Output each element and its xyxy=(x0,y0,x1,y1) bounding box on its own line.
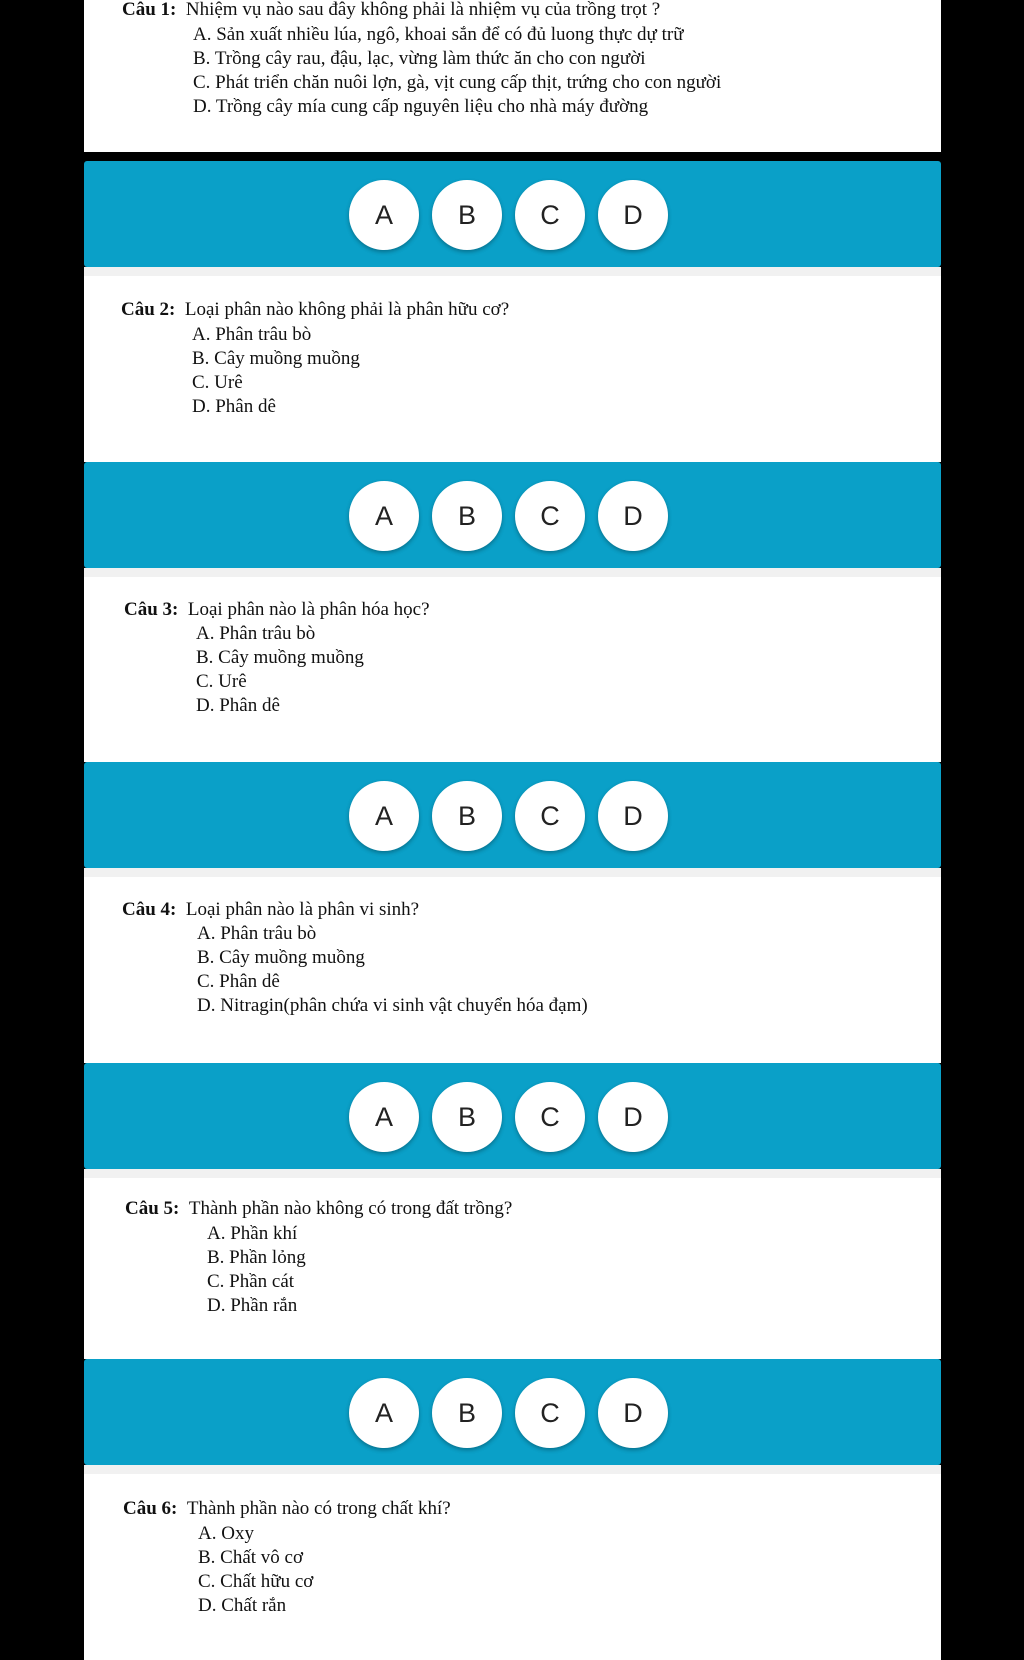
question-2-label: Câu 2: xyxy=(121,299,176,320)
question-card-6 xyxy=(84,1474,941,1660)
question-3-label: Câu 3: xyxy=(124,599,179,620)
divider xyxy=(84,1169,941,1178)
question-5-text: Thành phần nào không có trong đất trồng? xyxy=(188,1198,513,1219)
answer-d-button[interactable]: D xyxy=(598,781,668,851)
answer-c-button[interactable]: C xyxy=(515,781,585,851)
answer-b-button[interactable]: B xyxy=(432,781,502,851)
question-3-option-c: C. Urê xyxy=(196,671,247,692)
question-5-title xyxy=(125,1196,512,1221)
answer-bar-1 xyxy=(84,161,941,267)
question-3-text: Loại phân nào là phân hóa học? xyxy=(187,599,430,620)
quiz-page xyxy=(84,0,941,1660)
answer-b-button[interactable]: B xyxy=(432,1378,502,1448)
question-2-text: Loại phân nào không phải là phân hữu cơ? xyxy=(184,299,510,320)
question-1-option-d: D. Trồng cây mía cung cấp nguyên liệu cho nhà máy đường xyxy=(193,96,649,117)
answer-d-button[interactable]: D xyxy=(598,180,668,250)
question-1-option-c: C. Phát triển chăn nuôi lợn, gà, vịt cung cấp thịt, trứng cho con người xyxy=(193,72,722,93)
answer-bar-4 xyxy=(84,1063,941,1169)
question-2-option-d: D. Phân dê xyxy=(192,396,276,417)
question-1-option-a: A. Sản xuất nhiều lúa, ngô, khoai sắn để có đủ luong thực dự trữ xyxy=(193,24,684,45)
answer-bar-5 xyxy=(84,1359,941,1465)
question-card-4 xyxy=(84,877,941,1063)
question-4-option-d: D. Nitragin(phân chứa vi sinh vật chuyển hóa đạm) xyxy=(197,995,588,1016)
answer-a-button[interactable]: A xyxy=(349,781,419,851)
divider xyxy=(84,568,941,577)
answer-d-button[interactable]: D xyxy=(598,1082,668,1152)
divider xyxy=(84,868,941,877)
question-5-option-a: A. Phần khí xyxy=(207,1223,298,1244)
answer-b-button[interactable]: B xyxy=(432,481,502,551)
answer-c-button[interactable]: C xyxy=(515,1082,585,1152)
question-3-option-b: B. Cây muồng muồng xyxy=(196,647,364,668)
answer-a-button[interactable]: A xyxy=(349,481,419,551)
question-1-option-b: B. Trồng cây rau, đậu, lạc, vừng làm thức ăn cho con người xyxy=(193,48,646,69)
question-4-title xyxy=(122,897,419,922)
question-2-option-c: C. Urê xyxy=(192,372,243,393)
question-6-option-a: A. Oxy xyxy=(198,1523,254,1544)
answer-b-button[interactable]: B xyxy=(432,1082,502,1152)
answer-c-button[interactable]: C xyxy=(515,1378,585,1448)
question-card-1 xyxy=(84,0,941,152)
answer-d-button[interactable]: D xyxy=(598,481,668,551)
question-6-text: Thành phần nào có trong chất khí? xyxy=(186,1498,451,1519)
question-6-option-d: D. Chất rắn xyxy=(198,1595,287,1616)
question-4-option-b: B. Cây muồng muồng xyxy=(197,947,365,968)
question-5-option-b: B. Phần lỏng xyxy=(207,1247,306,1268)
question-6-title xyxy=(123,1496,451,1521)
question-card-5 xyxy=(84,1178,941,1359)
question-5-option-c: C. Phần cát xyxy=(207,1271,295,1292)
answer-b-button[interactable]: B xyxy=(432,180,502,250)
question-2-option-b: B. Cây muồng muồng xyxy=(192,348,360,369)
question-3-title xyxy=(124,597,430,622)
answer-bar-3 xyxy=(84,762,941,868)
question-4-text: Loại phân nào là phân vi sinh? xyxy=(185,899,420,920)
question-3-option-a: A. Phân trâu bò xyxy=(196,623,316,644)
divider xyxy=(84,1465,941,1474)
question-5-option-d: D. Phần rắn xyxy=(207,1295,298,1316)
question-2-option-a: A. Phân trâu bò xyxy=(192,324,312,345)
answer-a-button[interactable]: A xyxy=(349,180,419,250)
question-6-option-b: B. Chất vô cơ xyxy=(198,1547,304,1568)
question-4-option-a: A. Phân trâu bò xyxy=(197,923,317,944)
question-card-3 xyxy=(84,577,941,762)
question-1-title xyxy=(122,0,660,22)
question-3-option-d: D. Phân dê xyxy=(196,695,280,716)
question-4-label: Câu 4: xyxy=(122,899,177,920)
answer-c-button[interactable]: C xyxy=(515,180,585,250)
answer-a-button[interactable]: A xyxy=(349,1378,419,1448)
divider xyxy=(84,267,941,276)
question-4-option-c: C. Phân dê xyxy=(197,971,280,992)
answer-bar-2 xyxy=(84,462,941,568)
answer-d-button[interactable]: D xyxy=(598,1378,668,1448)
answer-c-button[interactable]: C xyxy=(515,481,585,551)
question-1-text: Nhiệm vụ nào sau đây không phải là nhiệm vụ của trồng trọt ? xyxy=(185,0,661,20)
question-6-option-c: C. Chất hữu cơ xyxy=(198,1571,314,1592)
answer-a-button[interactable]: A xyxy=(349,1082,419,1152)
question-card-2 xyxy=(84,276,941,462)
question-1-label: Câu 1: xyxy=(122,0,177,20)
question-5-label: Câu 5: xyxy=(125,1198,180,1219)
question-2-title xyxy=(121,297,509,322)
question-6-label: Câu 6: xyxy=(123,1498,178,1519)
